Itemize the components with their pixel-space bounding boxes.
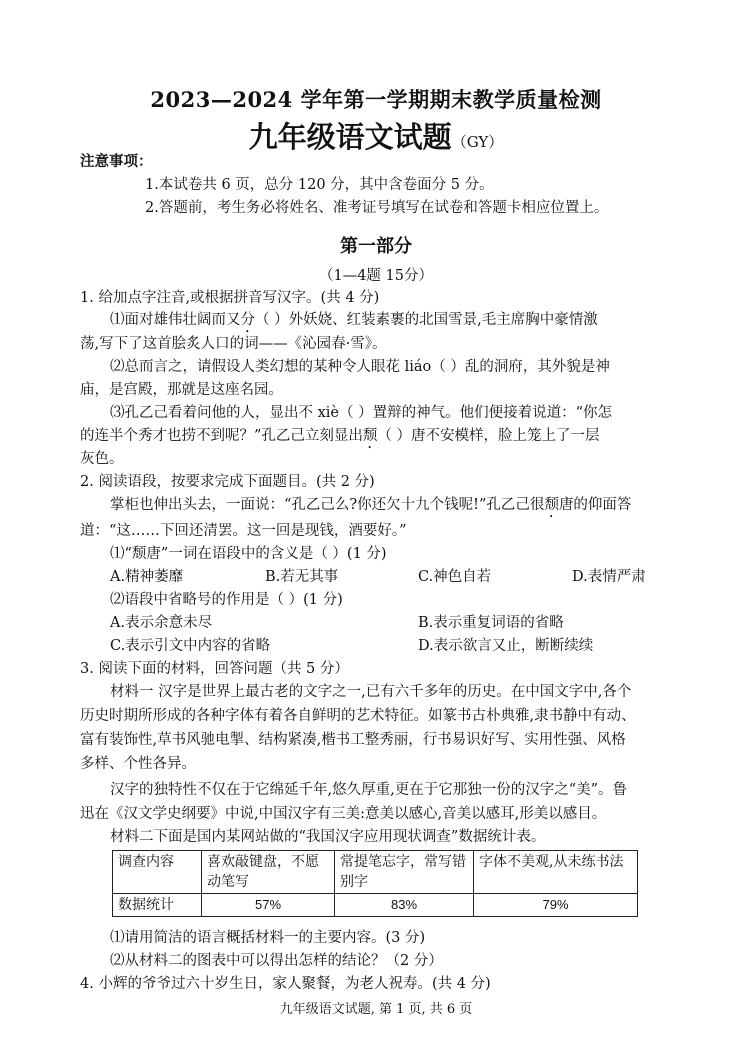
q2-dotted-char: 颓 [544,497,559,513]
part-range: （1—4题 15分） [318,268,433,284]
q2-sub1-option-b: B.若无其事 [265,569,339,585]
q3-material1-line-1: 材料一 汉字是世界上最古老的文字之一,已有六千多年的历史。在中国文字中,各个 [110,684,632,700]
q3-sub-2: ⑵从材料二的图表中可以得出怎样的结论？（2 分） [110,953,443,969]
q1-s1-dotted-char: 分 [240,312,255,328]
q3-material2-intro: 材料二下面是国内某网站做的“我国汉字应用现状调查”数据统计表。 [110,829,546,845]
q3-material1-line-4: 多样、个性各异。 [80,756,196,772]
q3-material1-line-5: 汉字的独特性不仅在于它绵延千年,悠久厚重,更在于它那独一份的汉字之“美”。鲁 [110,782,628,798]
notice-heading: 注意事项： [80,153,153,170]
table-value-3: 79% [474,894,638,917]
q2-sub1-option-a: A.精神萎靡 [110,569,184,585]
q1-s3-text-a: 的连半个秀才也捞不到呢？”孔乙己立刻显出 [80,428,363,444]
q4-stem: 4. 小辉的爷爷过六十岁生日，家人聚餐，为老人祝寿。(共 4 分) [80,976,491,992]
q2-sub2-option-b: B.表示重复词语的省略 [418,615,564,631]
survey-statistics-table [112,850,638,917]
q2-passage-line-1 [110,495,631,521]
q2-passage-line-2: 道：“这……下回还清罢。这一回是现钱，酒要好。” [80,523,407,539]
table-header-col-2: 常提笔忘字，常写错别字 [335,851,474,894]
q1-sentence-1-cont: 荡,写下了这首脍炙人口的词——《沁园春·雪》。 [80,336,387,352]
table-row [113,851,638,894]
q2-stem: 2. 阅读语段，按要求完成下面题目。(共 2 分) [80,474,375,490]
table-header-col-3: 字体不美观,从未练书法 [474,851,638,894]
q3-sub-1: ⑴请用简洁的语言概括材料一的主要内容。(3 分) [110,930,426,946]
table-value-1: 57% [202,894,335,917]
q3-stem: 3. 阅读下面的材料，回答问题（共 5 分） [80,661,349,677]
q2-sub1-option-c: C.神色自若 [418,569,492,585]
q1-s3-text-b: （ ）唐不安模样，脸上笼上了一层 [377,428,600,444]
q1-sentence-2: ⑵总而言之，请假设人类幻想的某种令人眼花 liáo（ ）乱的洞府，其外貌是神 [110,359,610,375]
q1-s3-dotted-char: 颓 [362,428,378,444]
q1-sentence-2-cont: 庙，是宫殿，那就是这座名园。 [80,382,283,398]
q1-sentence-3-cont [80,426,600,452]
exam-subject-title [0,115,752,156]
table-row-label: 数据统计 [113,894,202,917]
q1-s1-text-a: ⑴面对雄伟壮阔而又 [110,312,241,328]
notice-item-1: 1.本试卷共 6 页，总分 120 分，其中含卷面分 5 分。 [145,177,494,193]
table-header-col-1: 喜欢敲键盘，不愿动笔写 [202,851,335,894]
q3-material1-line-2: 历史时期所形成的各种字体有着各自鲜明的艺术特征。如篆书古朴典雅,隶书静中有动、 [80,708,636,724]
q2-sub1-option-d: D.表情严肃 [572,569,646,585]
q2-sub-1: ⑴“颓唐”一词在语段中的含义是（ ）(1 分) [110,546,387,562]
subject-code: （GY） [451,133,504,151]
table-value-2: 83% [335,894,474,917]
part-title: 第一部分 [340,236,412,257]
page-footer: 九年级语文试题, 第 1 页, 共 6 页 [279,1002,473,1017]
q1-s1-text-b: （ ）外妖娆、红装素裹的北国雪景,毛主席胸中豪情激 [255,312,598,328]
q2-passage-text-a: 掌柜也伸出头去，一面说：“孔乙己么?你还欠十九个钱呢!”孔乙己很 [110,497,545,513]
q2-sub2-option-c: C.表示引文中内容的省略 [110,638,271,654]
q1-sentence-1 [110,310,598,336]
q1-sentence-3: ⑶孔乙己看着问他的人，显出不 xiè（ ）置辩的神气。他们便接着说道：“你怎 [110,405,613,421]
q2-sub2-option-a: A.表示余意未尽 [110,615,213,631]
q1-sentence-3-end: 灰色。 [80,451,124,467]
notice-item-2: 2.答题前，考生务必将姓名、准考证号填写在试卷和答题卡相应位置上。 [145,200,609,216]
q3-material1-line-6: 迅在《汉文学史纲要》中说,中国汉字有三美:意美以感心,音美以感耳,形美以感目。 [80,806,607,822]
q1-stem: 1. 给加点字注音,或根据拼音写汉字。(共 4 分) [80,290,380,306]
q2-passage-text-b: 唐的仰面答 [558,497,632,513]
q2-sub-2: ⑵语段中省略号的作用是（ ）(1 分) [110,592,343,608]
q2-sub2-option-d: D.表示欲言又止，断断续续 [418,638,594,654]
table-header-label: 调查内容 [113,851,202,894]
subject-title-text: 九年级语文试题 [248,120,452,154]
exam-title: 2023—2024 学年第一学期期末教学质量检测 [150,87,602,112]
q3-material1-line-3: 富有装饰性,草书风驰电掣、结构紧凑,楷书工整秀丽，行书易识好写、实用性强、风格 [80,732,626,748]
table-row [113,894,638,917]
